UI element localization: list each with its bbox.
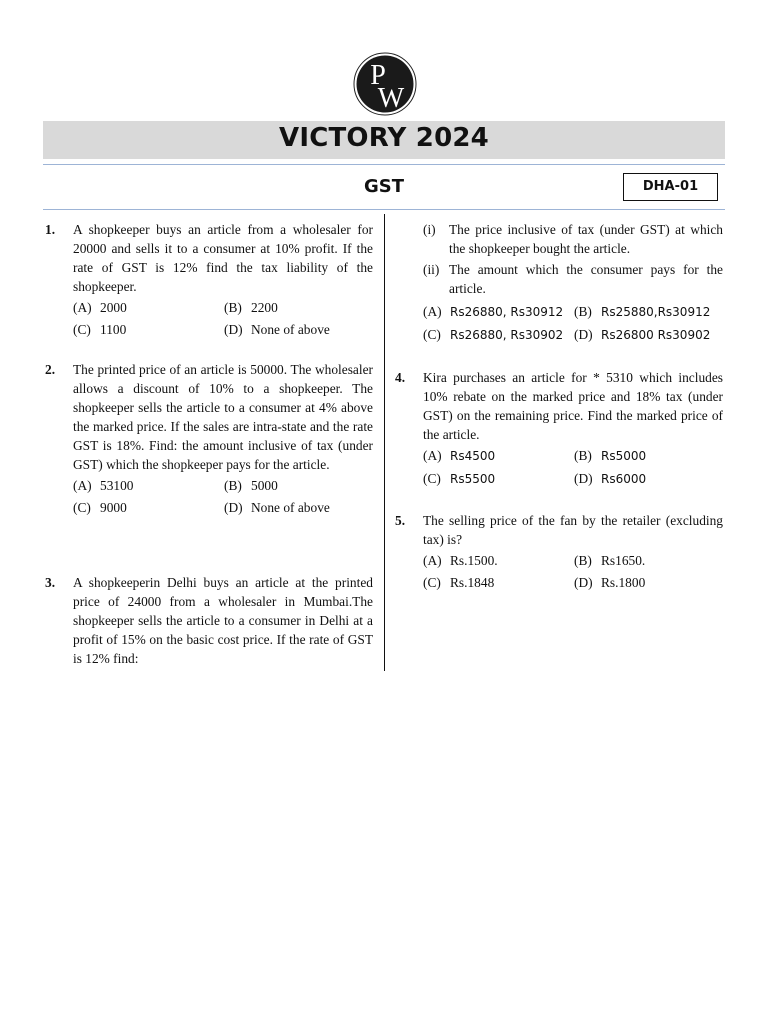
options [423, 551, 723, 592]
option-d[interactable]: (D) Rs6000 [574, 471, 647, 486]
question-4 [395, 368, 723, 489]
page-title: VICTORY 2024 [279, 123, 489, 153]
subpart-ii: (ii) The amount which the consumer pays for the article. [423, 262, 723, 296]
subject-heading: GST [363, 176, 405, 197]
question-5 [395, 511, 723, 592]
question-number: 5. [395, 513, 406, 528]
question-text: The printed price of an article is 50000. The wholesaler allows a discount of 10% to a shopkeeper. The shopkeeper sells the article to a consumer at 4% above the marked price. If the sales are intra-state and the rate GST is 18%. Find: the amount inclusive of tax (under GST) which the shopkeeper pays for the article. [73, 362, 373, 472]
question-1 [45, 220, 373, 339]
option-c[interactable]: (C) Rs.1848 [423, 575, 495, 590]
question-number: 1. [45, 222, 56, 237]
option-b[interactable]: (B) 2200 [224, 300, 278, 315]
question-3-continued [395, 220, 723, 345]
question-text: A shopkeeper buys an article from a wholesaler for 20000 and sells it to a consumer at 10% profit. If the rate of GST is 12% find the tax liability of the shopkeeper. [73, 222, 373, 294]
options [423, 446, 723, 489]
question-number: 4. [395, 370, 406, 385]
pw-logo [353, 48, 417, 118]
column-divider [384, 214, 385, 671]
option-a[interactable]: (A) 53100 [73, 478, 134, 493]
options [423, 302, 723, 345]
title-band [43, 121, 725, 159]
question-text: Kira purchases an article for * 5310 which includes 10% rebate on the marked price and 18% tax (under GST) on the remaining price. Find the marked price of the article. [423, 370, 723, 442]
option-b[interactable]: (B) Rs1650. [574, 553, 646, 568]
option-b[interactable]: (B) Rs25880,Rs30912 [574, 304, 711, 319]
subject-rule [43, 209, 725, 210]
option-c[interactable]: (C) Rs5500 [423, 471, 496, 486]
option-b[interactable]: (B) 5000 [224, 478, 278, 493]
options [73, 298, 373, 339]
option-d[interactable]: (D) Rs.1800 [574, 575, 646, 590]
option-c[interactable]: (C) 1100 [73, 322, 127, 337]
option-d[interactable]: (D) None of above [224, 500, 330, 515]
svg-text:P: P [370, 60, 386, 91]
question-2 [45, 360, 373, 517]
options [73, 476, 373, 517]
question-number: 2. [45, 362, 56, 377]
option-a[interactable]: (A) Rs.1500. [423, 553, 498, 568]
option-a[interactable]: (A) Rs26880, Rs30912 [423, 304, 564, 319]
option-b[interactable]: (B) Rs5000 [574, 448, 647, 463]
subpart-i: (i) The price inclusive of tax (under GST) at which the shopkeeper bought the article. [423, 222, 723, 256]
svg-text:W: W [377, 83, 405, 114]
option-c[interactable]: (C) 9000 [73, 500, 127, 515]
sheet-code-badge: DHA-01 [623, 173, 718, 201]
option-d[interactable]: (D) None of above [224, 322, 330, 337]
option-c[interactable]: (C) Rs26880, Rs30902 [423, 327, 564, 342]
option-a[interactable]: (A) 2000 [73, 300, 127, 315]
question-text: The selling price of the fan by the retailer (excluding tax) is? [423, 513, 723, 547]
question-3 [45, 573, 373, 668]
question-text: A shopkeeperin Delhi buys an article at the printed price of 24000 from a wholesaler in Mumbai.The shopkeeper sells the article to a consumer in Delhi at a profit of 15% on the basic cost price. If the rate of GST is 12% find: [73, 575, 373, 666]
question-number: 3. [45, 575, 56, 590]
option-d[interactable]: (D) Rs26800 Rs30902 [574, 327, 711, 342]
option-a[interactable]: (A) Rs4500 [423, 448, 496, 463]
header-rule [43, 164, 725, 165]
